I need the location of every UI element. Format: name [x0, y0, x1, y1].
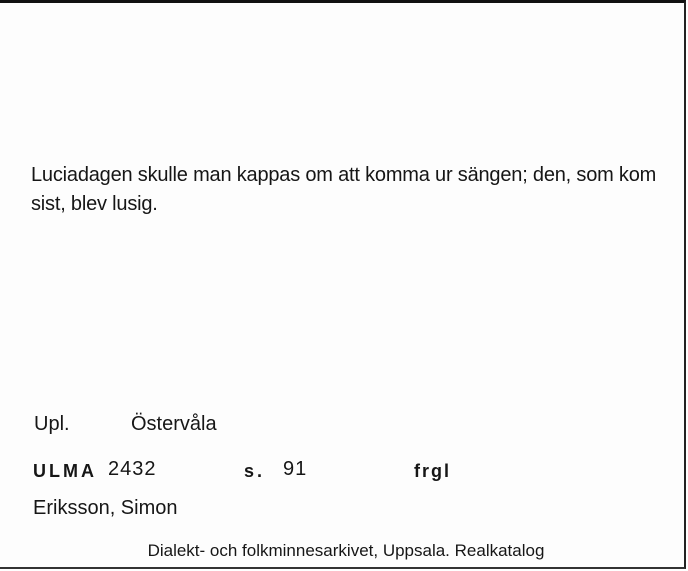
accession-number: 2432	[108, 458, 157, 480]
recorder-name: Eriksson, Simon	[33, 497, 178, 519]
card-text: Luciadagen skulle man kappas om att komma ur sängen; den, som kom sist, blev lusig.	[31, 164, 657, 215]
card-footer: Dialekt- och folkminnesarkivet, Uppsala. Realkatalog	[147, 541, 545, 560]
province: Upl.	[34, 413, 70, 435]
parish: Östervåla	[131, 413, 217, 435]
page-label: s.	[244, 461, 266, 481]
page-number: 91	[283, 458, 308, 480]
archive-code: ULMA	[33, 461, 97, 481]
category-code: frgl	[414, 461, 451, 481]
